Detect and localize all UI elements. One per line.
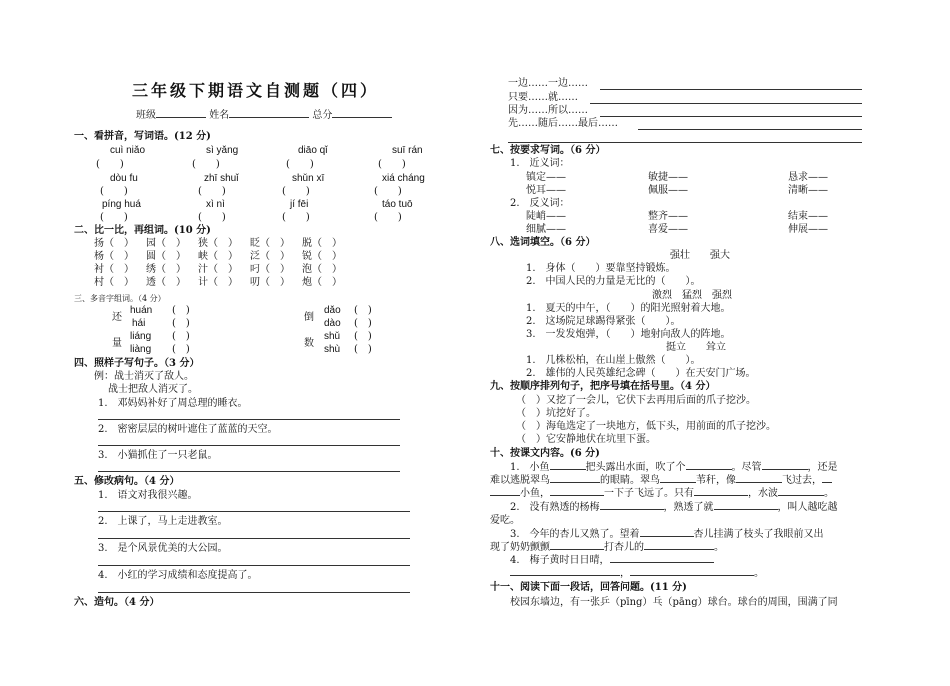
- blank[interactable]: [644, 549, 714, 550]
- cloze-text: 飞过去，: [782, 475, 822, 486]
- answer-box[interactable]: ( ): [354, 318, 372, 329]
- blank[interactable]: [778, 495, 824, 496]
- order-item[interactable]: （ ）海龟选定了一块地方，低下头，用前面的爪子挖沙。: [516, 421, 776, 432]
- pinyin-item: dòu fu: [110, 173, 138, 184]
- cloze-text: 。尽管: [731, 462, 762, 473]
- compare-word-item[interactable]: 杨（ ）: [94, 251, 134, 262]
- cloze-text: 。: [754, 568, 764, 579]
- answer-line[interactable]: [600, 116, 862, 117]
- blank[interactable]: [550, 469, 586, 470]
- word-pair: 佩服——: [648, 185, 688, 196]
- section7-heading: 七、按要求写词。（6 分）: [490, 145, 606, 156]
- answer-box[interactable]: ( ): [198, 212, 226, 223]
- cloze-line: [510, 462, 838, 474]
- polyphone-pinyin: shǔ: [324, 331, 341, 342]
- fill-item: 1. 几株松柏，在山崖上傲然（ ）。: [526, 355, 701, 366]
- fill-item: 1. 夏天的中午，（ ）的阳光照射着大地。: [526, 303, 731, 314]
- section8-heading: 八、选词填空。（6 分）: [490, 237, 596, 248]
- section4-heading: 四、照样子写句子。（3 分）: [74, 358, 200, 369]
- rewrite-item: 2. 密密层层的树叶遮住了蓝蓝的天空。: [98, 424, 278, 435]
- cloze-text: 把头露出水面，吹了个: [585, 462, 686, 473]
- reading-passage: 校园东墙边，有一张乒（pīng）乓（pāng）球台。球台的周围，围满了同: [510, 597, 838, 608]
- answer-line[interactable]: [98, 592, 410, 593]
- answer-box[interactable]: ( ): [96, 159, 124, 170]
- polyphone-char: 倒: [304, 312, 314, 323]
- cloze-text: ，水波: [748, 488, 778, 499]
- blank[interactable]: [600, 509, 664, 510]
- example-sentence: 例：战士消灭了敌人。: [94, 371, 194, 382]
- cloze-line: [510, 529, 824, 541]
- compare-word-item[interactable]: 泛（ ）: [250, 251, 290, 262]
- sentence-pattern: 因为……所以……: [508, 105, 588, 116]
- correction-item: 4. 小红的学习成绩和态度提高了。: [98, 570, 258, 581]
- answer-box[interactable]: ( ): [354, 305, 372, 316]
- answer-box[interactable]: ( ): [100, 186, 128, 197]
- answer-box[interactable]: ( ): [354, 344, 372, 355]
- pinyin-item: xiá cháng: [382, 173, 425, 184]
- fill-item: 2. 中国人民的力量是无比的（ ）。: [526, 276, 701, 287]
- fill-item: 1. 身体（ ）要靠坚持锻炼。: [526, 263, 676, 274]
- score-label: 总分: [312, 110, 333, 121]
- name-label: 姓名: [209, 110, 230, 121]
- rewrite-item: 1. 邓妈妈补好了周总理的睡衣。: [98, 398, 248, 409]
- word-pair: 陡峭——: [526, 211, 566, 222]
- answer-line[interactable]: [98, 511, 410, 512]
- blank[interactable]: [630, 575, 754, 576]
- answer-box[interactable]: ( ): [100, 212, 128, 223]
- word-pair: 伸展——: [788, 224, 828, 235]
- word-pair: 恳求——: [788, 172, 828, 183]
- cloze-text: 4. 梅子黄时日日晴，: [510, 555, 610, 566]
- answer-box[interactable]: ( ): [192, 159, 220, 170]
- answer-box[interactable]: ( ): [172, 305, 190, 316]
- compare-word-item[interactable]: 叨（ ）: [250, 277, 290, 288]
- answer-box[interactable]: ( ): [282, 212, 310, 223]
- cloze-text: 的眼睛。翠鸟: [600, 475, 660, 486]
- polyphone-char: 还: [112, 312, 122, 323]
- section3-heading: 三、多音字组词。（4 分）: [74, 294, 166, 303]
- blank[interactable]: [550, 549, 604, 550]
- answer-line[interactable]: [590, 103, 862, 104]
- blank[interactable]: [610, 562, 714, 563]
- cloze-text: ，还是: [807, 462, 838, 473]
- correction-item: 2. 上课了，马上走进教室。: [98, 516, 228, 527]
- cloze-line: [490, 542, 724, 554]
- example-sentence: 战士把敌人消灭了。: [108, 384, 198, 395]
- answer-box[interactable]: ( ): [172, 331, 190, 342]
- word-pair: 镇定——: [526, 172, 566, 183]
- compare-word-item[interactable]: 狭（ ）: [198, 238, 238, 249]
- word-pair: 结束——: [788, 211, 828, 222]
- cloze-text: 杏儿挂满了枝头了我眼前又出: [693, 529, 824, 540]
- word-choices: 挺立 耸立: [666, 342, 726, 353]
- pinyin-item: zhī shuǐ: [204, 173, 239, 184]
- cloze-text: 。: [824, 488, 834, 499]
- compare-word-item[interactable]: 绣（ ）: [146, 264, 186, 275]
- cloze-line: [490, 475, 832, 487]
- blank[interactable]: [736, 482, 782, 483]
- order-item[interactable]: （ ）又挖了一会儿，它伏下去再用后面的爪子挖沙。: [516, 395, 756, 406]
- pinyin-item: cuì niǎo: [110, 145, 146, 156]
- compare-word-item[interactable]: 泡（ ）: [302, 264, 342, 275]
- cloze-text: 。: [714, 542, 724, 553]
- section9-heading: 九、按顺序排列句子，把序号填在括号里。（4 分）: [490, 381, 716, 392]
- blank[interactable]: [550, 495, 604, 496]
- polyphone-char: 数: [304, 338, 314, 349]
- blank[interactable]: [510, 575, 620, 576]
- sentence-pattern: 一边……一边……: [508, 78, 588, 89]
- pinyin-item: diāo qǐ: [298, 145, 328, 156]
- word-pair: 敏捷——: [648, 172, 688, 183]
- pinyin-item: sì yǎng: [206, 145, 239, 156]
- rewrite-item: 3. 小猫抓住了一只老鼠。: [98, 450, 218, 461]
- answer-box[interactable]: ( ): [172, 318, 190, 329]
- blank[interactable]: [490, 495, 520, 496]
- cloze-line: [510, 568, 764, 580]
- name-blank[interactable]: [229, 117, 309, 118]
- answer-box[interactable]: ( ): [172, 344, 190, 355]
- answer-line[interactable]: [98, 565, 410, 566]
- fill-item: 3. 一发发炮弹，（ ）地射向敌人的阵地。: [526, 329, 731, 340]
- compare-word-item[interactable]: 计（ ）: [198, 277, 238, 288]
- compare-word-item[interactable]: 村（ ）: [94, 277, 134, 288]
- polyphone-pinyin: hái: [132, 318, 146, 329]
- blank[interactable]: [694, 495, 748, 496]
- section10-heading: 十、按课文内容。(6 分): [490, 448, 600, 459]
- compare-word-item[interactable]: 峡（ ）: [198, 251, 238, 262]
- compare-word-item[interactable]: 脱（ ）: [302, 238, 342, 249]
- cloze-line: [510, 555, 714, 567]
- cloze-text: 3. 今年的杏儿又熟了。望着: [510, 529, 640, 540]
- order-item[interactable]: （ ）它安静地伏在坑里下蛋。: [516, 434, 656, 445]
- cloze-line: [510, 502, 838, 514]
- answer-box[interactable]: ( ): [282, 186, 310, 197]
- class-label: 班级: [136, 110, 156, 121]
- subheading-antonyms: 2. 反义词：: [510, 198, 570, 209]
- section1-heading: 一、看拼音，写词语。(12 分): [74, 131, 211, 142]
- word-pair: 细腻——: [526, 224, 566, 235]
- section2-heading: 二、比一比，再组词。(10 分): [74, 225, 211, 236]
- section5-heading: 五、修改病句。（4 分）: [74, 476, 180, 487]
- pinyin-item: jí fēi: [290, 199, 309, 210]
- pinyin-item: táo tuō: [382, 199, 413, 210]
- answer-line[interactable]: [600, 89, 862, 90]
- section6-heading: 六、造句。（4 分）: [74, 597, 160, 608]
- fill-item: 2. 雄伟的人民英雄纪念碑（ ）在天安门广场。: [526, 368, 756, 379]
- blank[interactable]: [660, 482, 696, 483]
- student-info-row: [136, 110, 392, 122]
- answer-box[interactable]: ( ): [374, 212, 402, 223]
- polyphone-char: 量: [112, 338, 122, 349]
- page-title: 三年级下期语文自测题（四）: [132, 81, 380, 100]
- cloze-text: 难以逃脱翠鸟: [490, 475, 550, 486]
- word-pair: 悦耳——: [526, 185, 566, 196]
- sentence-pattern: 先……随后……最后……: [508, 118, 618, 129]
- polyphone-pinyin: liáng: [130, 331, 152, 342]
- compare-word-item[interactable]: 眨（ ）: [250, 238, 290, 249]
- word-choices: 强壮 强大: [670, 250, 730, 261]
- compare-word-item[interactable]: 叼（ ）: [250, 264, 290, 275]
- compare-word-item[interactable]: 锐（ ）: [302, 251, 342, 262]
- cloze-line: [490, 488, 834, 500]
- compare-word-item[interactable]: 圆（ ）: [146, 251, 186, 262]
- answer-line[interactable]: [98, 471, 400, 472]
- polyphone-pinyin: dào: [324, 318, 341, 329]
- answer-line[interactable]: [98, 445, 400, 446]
- answer-line[interactable]: [638, 129, 862, 130]
- blank[interactable]: [550, 482, 600, 483]
- cloze-text: 打杏儿的: [604, 542, 644, 553]
- answer-line[interactable]: [508, 142, 862, 143]
- section11-heading: 十一、阅读下面一段话，回答问题。(11 分): [490, 582, 687, 593]
- answer-line[interactable]: [98, 419, 400, 420]
- blank[interactable]: [762, 469, 808, 470]
- answer-box[interactable]: ( ): [378, 159, 406, 170]
- pinyin-item: shǔn xī: [292, 173, 325, 184]
- compare-word-item[interactable]: 汁（ ）: [198, 264, 238, 275]
- correction-item: 3. 是个风景优美的大公园。: [98, 543, 228, 554]
- subheading-synonyms: 1. 近义词：: [510, 158, 570, 169]
- sentence-pattern: 只要……就……: [508, 92, 578, 103]
- blank[interactable]: [714, 509, 778, 510]
- cloze-text: 一下子飞远了。只有: [604, 488, 694, 499]
- compare-word-item[interactable]: 衬（ ）: [94, 264, 134, 275]
- word-pair: 喜爱——: [648, 224, 688, 235]
- cloze-text: 2. 没有熟透的杨梅: [510, 502, 600, 513]
- blank[interactable]: [686, 469, 732, 470]
- cloze-text: 爱吃。: [490, 515, 520, 526]
- cloze-text: ，: [620, 568, 630, 579]
- polyphone-pinyin: shù: [324, 344, 341, 355]
- score-blank[interactable]: [332, 117, 392, 118]
- pinyin-item: suī rán: [392, 145, 423, 156]
- correction-item: 1. 语文对我很兴趣。: [98, 490, 198, 501]
- fill-item: 2. 这场院足球踢得紧张（ ）。: [526, 316, 681, 327]
- compare-word-item[interactable]: 扬（ ）: [94, 238, 134, 249]
- blank[interactable]: [640, 536, 694, 537]
- answer-line[interactable]: [98, 538, 410, 539]
- compare-word-item[interactable]: 园（ ）: [146, 238, 186, 249]
- word-pair: 清晰——: [788, 185, 828, 196]
- word-choices: 激烈 猛烈 强烈: [652, 290, 732, 301]
- answer-box[interactable]: ( ): [374, 186, 402, 197]
- blank[interactable]: [822, 482, 832, 483]
- answer-box[interactable]: ( ): [354, 331, 372, 342]
- cloze-text: 小鱼，: [520, 488, 550, 499]
- polyphone-pinyin: dǎo: [324, 305, 341, 316]
- answer-box[interactable]: ( ): [286, 159, 314, 170]
- cloze-text: 现了奶奶颤颤: [490, 542, 550, 553]
- answer-box[interactable]: ( ): [198, 186, 226, 197]
- compare-word-item[interactable]: 炮（ ）: [302, 277, 342, 288]
- cloze-text: ，叫人越吃越: [777, 502, 838, 513]
- polyphone-pinyin: huán: [130, 305, 153, 316]
- class-blank[interactable]: [156, 117, 206, 118]
- polyphone-pinyin: liàng: [130, 344, 152, 355]
- pinyin-item: píng huá: [102, 199, 141, 210]
- order-item[interactable]: （ ）坑挖好了。: [516, 408, 596, 419]
- cloze-text: 1. 小鱼: [510, 462, 550, 473]
- word-pair: 整齐——: [648, 211, 688, 222]
- pinyin-item: xì nì: [206, 199, 225, 210]
- compare-word-item[interactable]: 透（ ）: [146, 277, 186, 288]
- cloze-text: ，熟透了就: [663, 502, 714, 513]
- cloze-text: 苇秆，像: [696, 475, 736, 486]
